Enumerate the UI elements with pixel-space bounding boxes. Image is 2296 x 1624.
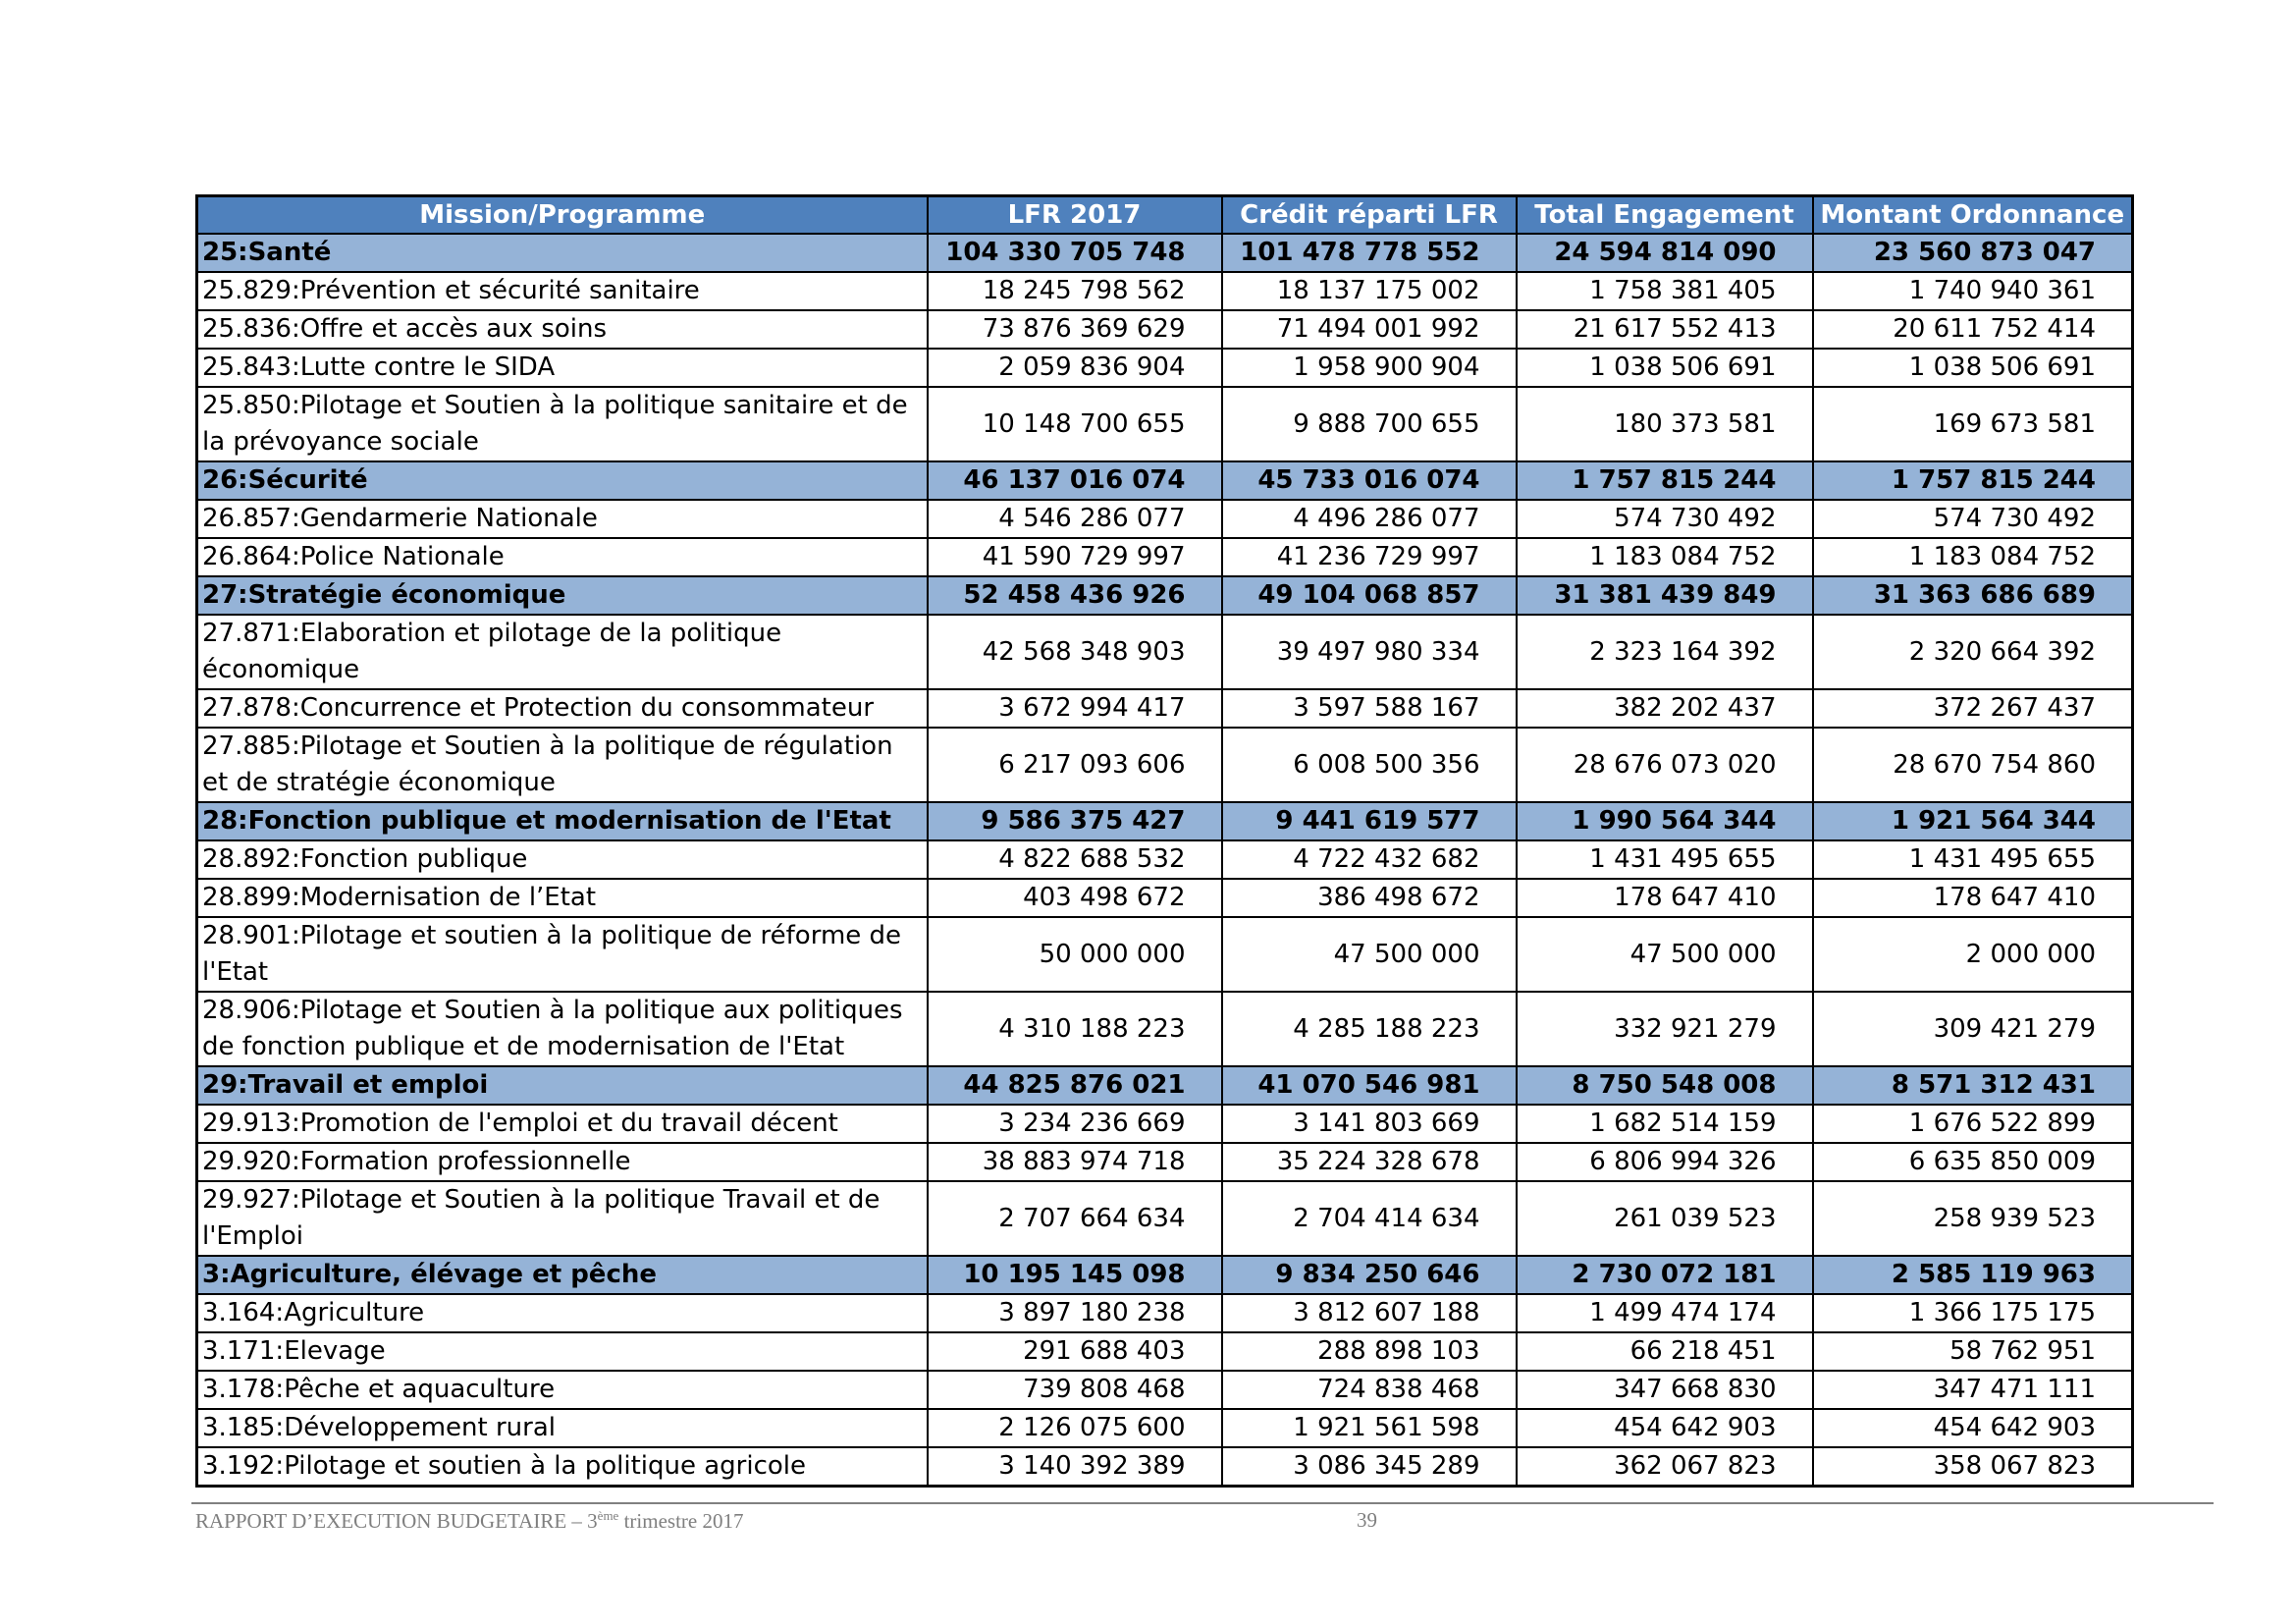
total-engagement-cell: 332 921 279	[1517, 992, 1813, 1066]
lfr-2017-cell: 2 707 664 634	[928, 1181, 1222, 1256]
total-engagement-cell: 47 500 000	[1517, 917, 1813, 992]
credit-reparti-cell: 4 722 432 682	[1222, 840, 1517, 879]
lfr-2017-cell: 10 195 145 098	[928, 1256, 1222, 1294]
credit-reparti-cell: 1 958 900 904	[1222, 349, 1517, 387]
lfr-2017-cell: 6 217 093 606	[928, 728, 1222, 802]
lfr-2017-cell: 73 876 369 629	[928, 310, 1222, 349]
montant-ordonnance-cell: 169 673 581	[1813, 387, 2133, 461]
total-engagement-cell: 31 381 439 849	[1517, 576, 1813, 615]
total-engagement-cell: 362 067 823	[1517, 1447, 1813, 1487]
montant-ordonnance-cell: 2 320 664 392	[1813, 615, 2133, 689]
montant-ordonnance-cell: 20 611 752 414	[1813, 310, 2133, 349]
row-label: 28.906:Pilotage et Soutien à la politique aux politiques de fonction publique et de modernisation de l'Etat	[197, 992, 928, 1066]
row-label: 25:Santé	[197, 234, 928, 272]
row-label: 28.901:Pilotage et soutien à la politique de réforme de l'Etat	[197, 917, 928, 992]
montant-ordonnance-cell: 6 635 850 009	[1813, 1143, 2133, 1181]
total-engagement-cell: 8 750 548 008	[1517, 1066, 1813, 1105]
row-label: 25.850:Pilotage et Soutien à la politique sanitaire et de la prévoyance sociale	[197, 387, 928, 461]
credit-reparti-cell: 9 441 619 577	[1222, 802, 1517, 840]
program-row	[197, 917, 2133, 992]
montant-ordonnance-cell: 2 000 000	[1813, 917, 2133, 992]
total-engagement-cell: 1 682 514 159	[1517, 1105, 1813, 1143]
montant-ordonnance-cell: 358 067 823	[1813, 1447, 2133, 1487]
credit-reparti-cell: 4 496 286 077	[1222, 500, 1517, 538]
montant-ordonnance-cell: 8 571 312 431	[1813, 1066, 2133, 1105]
lfr-2017-cell: 739 808 468	[928, 1371, 1222, 1409]
total-engagement-cell: 2 730 072 181	[1517, 1256, 1813, 1294]
total-engagement-cell: 382 202 437	[1517, 689, 1813, 728]
program-row	[197, 1181, 2133, 1256]
program-row	[197, 310, 2133, 349]
table-header-row	[197, 196, 2133, 235]
program-row	[197, 500, 2133, 538]
credit-reparti-cell: 47 500 000	[1222, 917, 1517, 992]
montant-ordonnance-cell: 58 762 951	[1813, 1332, 2133, 1371]
montant-ordonnance-cell: 347 471 111	[1813, 1371, 2133, 1409]
montant-ordonnance-cell: 1 183 084 752	[1813, 538, 2133, 576]
mission-row	[197, 461, 2133, 500]
total-engagement-cell: 1 758 381 405	[1517, 272, 1813, 310]
program-row	[197, 387, 2133, 461]
lfr-2017-cell: 9 586 375 427	[928, 802, 1222, 840]
program-row	[197, 615, 2133, 689]
program-row	[197, 689, 2133, 728]
mission-row	[197, 234, 2133, 272]
row-label: 27.871:Elaboration et pilotage de la politique économique	[197, 615, 928, 689]
column-header: LFR 2017	[928, 196, 1222, 235]
montant-ordonnance-cell: 454 642 903	[1813, 1409, 2133, 1447]
footer-report-superscript: ème	[597, 1508, 619, 1523]
total-engagement-cell: 6 806 994 326	[1517, 1143, 1813, 1181]
montant-ordonnance-cell: 31 363 686 689	[1813, 576, 2133, 615]
lfr-2017-cell: 291 688 403	[928, 1332, 1222, 1371]
table-body	[197, 234, 2133, 1487]
row-label: 29.920:Formation professionnelle	[197, 1143, 928, 1181]
total-engagement-cell: 347 668 830	[1517, 1371, 1813, 1409]
program-row	[197, 1143, 2133, 1181]
montant-ordonnance-cell: 1 431 495 655	[1813, 840, 2133, 879]
page-number: 39	[1357, 1508, 1377, 1532]
program-row	[197, 840, 2133, 879]
program-row	[197, 349, 2133, 387]
montant-ordonnance-cell: 1 921 564 344	[1813, 802, 2133, 840]
total-engagement-cell: 21 617 552 413	[1517, 310, 1813, 349]
mission-row	[197, 1066, 2133, 1105]
column-header: Montant Ordonnance	[1813, 196, 2133, 235]
lfr-2017-cell: 3 234 236 669	[928, 1105, 1222, 1143]
lfr-2017-cell: 2 059 836 904	[928, 349, 1222, 387]
credit-reparti-cell: 101 478 778 552	[1222, 234, 1517, 272]
budget-table	[195, 194, 2134, 1488]
credit-reparti-cell: 3 141 803 669	[1222, 1105, 1517, 1143]
program-row	[197, 1105, 2133, 1143]
row-label: 28.899:Modernisation de l’Etat	[197, 879, 928, 917]
lfr-2017-cell: 403 498 672	[928, 879, 1222, 917]
lfr-2017-cell: 18 245 798 562	[928, 272, 1222, 310]
lfr-2017-cell: 50 000 000	[928, 917, 1222, 992]
total-engagement-cell: 178 647 410	[1517, 879, 1813, 917]
lfr-2017-cell: 3 140 392 389	[928, 1447, 1222, 1487]
credit-reparti-cell: 71 494 001 992	[1222, 310, 1517, 349]
credit-reparti-cell: 1 921 561 598	[1222, 1409, 1517, 1447]
row-label: 29.927:Pilotage et Soutien à la politique Travail et de l'Emploi	[197, 1181, 928, 1256]
row-label: 28:Fonction publique et modernisation de l'Etat	[197, 802, 928, 840]
credit-reparti-cell: 41 236 729 997	[1222, 538, 1517, 576]
column-header: Total Engagement	[1517, 196, 1813, 235]
montant-ordonnance-cell: 258 939 523	[1813, 1181, 2133, 1256]
lfr-2017-cell: 104 330 705 748	[928, 234, 1222, 272]
total-engagement-cell: 1 431 495 655	[1517, 840, 1813, 879]
lfr-2017-cell: 42 568 348 903	[928, 615, 1222, 689]
row-label: 27.885:Pilotage et Soutien à la politique de régulation et de stratégie économique	[197, 728, 928, 802]
row-label: 27:Stratégie économique	[197, 576, 928, 615]
mission-row	[197, 802, 2133, 840]
total-engagement-cell: 261 039 523	[1517, 1181, 1813, 1256]
montant-ordonnance-cell: 1 366 175 175	[1813, 1294, 2133, 1332]
montant-ordonnance-cell: 1 676 522 899	[1813, 1105, 2133, 1143]
montant-ordonnance-cell: 28 670 754 860	[1813, 728, 2133, 802]
total-engagement-cell: 24 594 814 090	[1517, 234, 1813, 272]
row-label: 25.829:Prévention et sécurité sanitaire	[197, 272, 928, 310]
row-label: 3.185:Développement rural	[197, 1409, 928, 1447]
program-row	[197, 1409, 2133, 1447]
lfr-2017-cell: 3 897 180 238	[928, 1294, 1222, 1332]
row-label: 3.192:Pilotage et soutien à la politique agricole	[197, 1447, 928, 1487]
montant-ordonnance-cell: 372 267 437	[1813, 689, 2133, 728]
total-engagement-cell: 66 218 451	[1517, 1332, 1813, 1371]
lfr-2017-cell: 38 883 974 718	[928, 1143, 1222, 1181]
program-row	[197, 879, 2133, 917]
credit-reparti-cell: 45 733 016 074	[1222, 461, 1517, 500]
credit-reparti-cell: 4 285 188 223	[1222, 992, 1517, 1066]
total-engagement-cell: 1 499 474 174	[1517, 1294, 1813, 1332]
mission-row	[197, 576, 2133, 615]
credit-reparti-cell: 2 704 414 634	[1222, 1181, 1517, 1256]
row-label: 3:Agriculture, élévage et pêche	[197, 1256, 928, 1294]
montant-ordonnance-cell: 1 038 506 691	[1813, 349, 2133, 387]
column-header: Mission/Programme	[197, 196, 928, 235]
credit-reparti-cell: 3 086 345 289	[1222, 1447, 1517, 1487]
credit-reparti-cell: 35 224 328 678	[1222, 1143, 1517, 1181]
lfr-2017-cell: 41 590 729 997	[928, 538, 1222, 576]
row-label: 25.843:Lutte contre le SIDA	[197, 349, 928, 387]
credit-reparti-cell: 3 597 588 167	[1222, 689, 1517, 728]
credit-reparti-cell: 9 834 250 646	[1222, 1256, 1517, 1294]
total-engagement-cell: 28 676 073 020	[1517, 728, 1813, 802]
total-engagement-cell: 180 373 581	[1517, 387, 1813, 461]
total-engagement-cell: 2 323 164 392	[1517, 615, 1813, 689]
program-row	[197, 992, 2133, 1066]
montant-ordonnance-cell: 23 560 873 047	[1813, 234, 2133, 272]
footer-report-suffix: trimestre 2017	[618, 1509, 744, 1533]
total-engagement-cell: 1 183 084 752	[1517, 538, 1813, 576]
lfr-2017-cell: 4 546 286 077	[928, 500, 1222, 538]
program-row	[197, 272, 2133, 310]
credit-reparti-cell: 724 838 468	[1222, 1371, 1517, 1409]
credit-reparti-cell: 288 898 103	[1222, 1332, 1517, 1371]
row-label: 26:Sécurité	[197, 461, 928, 500]
footer-report-prefix: RAPPORT D’EXECUTION BUDGETAIRE – 3	[195, 1509, 598, 1533]
row-label: 29:Travail et emploi	[197, 1066, 928, 1105]
montant-ordonnance-cell: 1 757 815 244	[1813, 461, 2133, 500]
total-engagement-cell: 1 990 564 344	[1517, 802, 1813, 840]
total-engagement-cell: 1 757 815 244	[1517, 461, 1813, 500]
credit-reparti-cell: 386 498 672	[1222, 879, 1517, 917]
row-label: 27.878:Concurrence et Protection du consommateur	[197, 689, 928, 728]
credit-reparti-cell: 9 888 700 655	[1222, 387, 1517, 461]
credit-reparti-cell: 6 008 500 356	[1222, 728, 1517, 802]
montant-ordonnance-cell: 2 585 119 963	[1813, 1256, 2133, 1294]
lfr-2017-cell: 46 137 016 074	[928, 461, 1222, 500]
program-row	[197, 1371, 2133, 1409]
program-row	[197, 728, 2133, 802]
montant-ordonnance-cell: 574 730 492	[1813, 500, 2133, 538]
program-row	[197, 538, 2133, 576]
montant-ordonnance-cell: 309 421 279	[1813, 992, 2133, 1066]
row-label: 26.864:Police Nationale	[197, 538, 928, 576]
program-row	[197, 1332, 2133, 1371]
column-header: Crédit réparti LFR	[1222, 196, 1517, 235]
lfr-2017-cell: 4 822 688 532	[928, 840, 1222, 879]
row-label: 3.171:Elevage	[197, 1332, 928, 1371]
row-label: 26.857:Gendarmerie Nationale	[197, 500, 928, 538]
montant-ordonnance-cell: 1 740 940 361	[1813, 272, 2133, 310]
lfr-2017-cell: 10 148 700 655	[928, 387, 1222, 461]
total-engagement-cell: 574 730 492	[1517, 500, 1813, 538]
footer-report-title	[195, 1508, 743, 1534]
credit-reparti-cell: 3 812 607 188	[1222, 1294, 1517, 1332]
lfr-2017-cell: 44 825 876 021	[928, 1066, 1222, 1105]
lfr-2017-cell: 4 310 188 223	[928, 992, 1222, 1066]
program-row	[197, 1294, 2133, 1332]
total-engagement-cell: 1 038 506 691	[1517, 349, 1813, 387]
mission-row	[197, 1256, 2133, 1294]
row-label: 29.913:Promotion de l'emploi et du travail décent	[197, 1105, 928, 1143]
credit-reparti-cell: 41 070 546 981	[1222, 1066, 1517, 1105]
footer-divider	[191, 1502, 2214, 1504]
montant-ordonnance-cell: 178 647 410	[1813, 879, 2133, 917]
lfr-2017-cell: 2 126 075 600	[928, 1409, 1222, 1447]
credit-reparti-cell: 49 104 068 857	[1222, 576, 1517, 615]
program-row	[197, 1447, 2133, 1487]
row-label: 28.892:Fonction publique	[197, 840, 928, 879]
row-label: 3.178:Pêche et aquaculture	[197, 1371, 928, 1409]
total-engagement-cell: 454 642 903	[1517, 1409, 1813, 1447]
credit-reparti-cell: 18 137 175 002	[1222, 272, 1517, 310]
row-label: 25.836:Offre et accès aux soins	[197, 310, 928, 349]
lfr-2017-cell: 52 458 436 926	[928, 576, 1222, 615]
credit-reparti-cell: 39 497 980 334	[1222, 615, 1517, 689]
lfr-2017-cell: 3 672 994 417	[928, 689, 1222, 728]
row-label: 3.164:Agriculture	[197, 1294, 928, 1332]
